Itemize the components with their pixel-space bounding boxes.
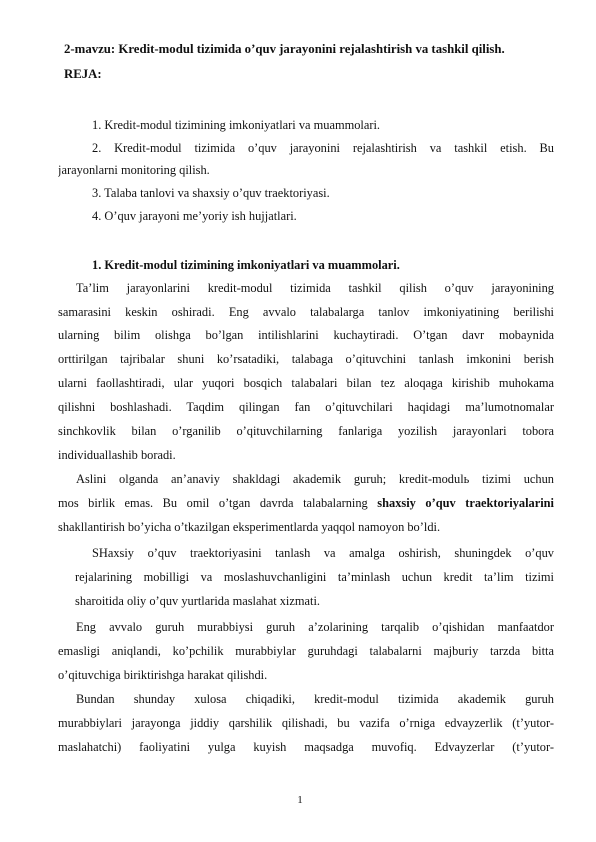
paragraph-line-mixed (58, 495, 554, 511)
paragraph-line: Aslini olganda an’anaviy shakldagi akademik guruh; kredit-modulь tizimi uchun (76, 472, 554, 486)
plan-item-2: 2. Kredit-modul tizimida o’quv jarayonini rejalashtirish va tashkil etish. Bu (92, 141, 554, 155)
paragraph-line: sharoitida oliy o’quv yurtlarida maslahat xizmati. (75, 594, 320, 608)
emphasis-text: shaxsiy o’quv traektoriyalarini (377, 496, 554, 510)
paragraph-line: Ta’lim jarayonlarini kredit-modul tizimida tashkil qilish o’quv jarayonining (76, 281, 554, 295)
paragraph-line: individuallashib boradi. (58, 448, 176, 462)
page-number: 1 (297, 794, 303, 806)
paragraph-line: orttirilgan tajribalar shuni ko’rsatadiki, talabaga o’qituvchini tanlash imkonini berish (58, 352, 554, 366)
paragraph-line: maslahatchi) faoliyatini yulga kuyish maqsadga muvofiq. Edvayzerlar (t’yutor- (58, 740, 554, 754)
paragraph-line: Bundan shunday xulosa chiqadiki, kredit-modul tizimida akademik guruh (76, 692, 554, 706)
paragraph-line: rejalarining mobilligi va moslashuvchanligini ta’minlash uchun kredit ta’lim tizimi (75, 570, 554, 584)
paragraph-line: o’qituvchiga biriktirishga harakat qilishdi. (58, 668, 268, 682)
paragraph-line: murabbiylari jarayonga jiddiy qarshilik qilishadi, bu vazifa o’rniga edvayzerlik (t’yutor- (58, 716, 554, 730)
section-heading: 1. Kredit-modul tizimining imkoniyatlari va muammolari. (92, 258, 400, 272)
plan-heading: REJA: (64, 67, 102, 81)
plan-item-4: 4. O’quv jarayoni me’yoriy ish hujjatlari. (92, 209, 297, 223)
paragraph-line: ularning bilim olishga bo’lgan intilishlarini kuchaytiradi. O’tgan davr mobaynida (58, 328, 554, 342)
plan-item-3: 3. Talaba tanlovi va shaxsiy o’quv traektoriyasi. (92, 186, 330, 200)
paragraph-text: mos birlik emas. Bu omil o’tgan davrda talabalarning (58, 496, 378, 510)
paragraph-line: ularni faollashtiradi, ular yuqori bosqich talabalari bilan tez aloqaga kirishib muhokama (58, 376, 554, 390)
paragraph-line: emasligi aniqlandi, ko’pchilik murabbiylar guruhdagi talabalarni majburiy tarzda bitta (58, 644, 554, 658)
plan-item-2-cont: jarayonlarni monitoring qilish. (58, 163, 210, 177)
document-title: 2-mavzu: Kredit-modul tizimida o’quv jarayonini rejalashtirish va tashkil qilish. (64, 42, 505, 56)
paragraph-line: samarasini keskin oshiradi. Eng avvalo talabalarga tanlov imkoniyatining berilishi (58, 305, 554, 319)
plan-item-1: 1. Kredit-modul tizimining imkoniyatlari va muammolari. (92, 118, 381, 132)
paragraph-line: Eng avvalo guruh murabbiysi guruh a’zolarining tarqalib o’qishidan manfaatdor (76, 620, 554, 634)
paragraph-line: shakllantirish bo’yicha o’tkazilgan eksperimentlarda yaqqol namoyon bo’ldi. (58, 520, 441, 534)
paragraph-line: SHaxsiy o’quv traektoriyasini tanlash va amalga oshirish, shuningdek o’quv (92, 546, 554, 560)
paragraph-line: sinchkovlik bilan o’rganilib o’qituvchilarning fanlariga yozilish jarayonlari tobora (58, 424, 554, 438)
paragraph-line: qilishni boshlashadi. Taqdim qilingan fan o’qituvchilari haqidagi ma’lumotnomalar (58, 400, 554, 414)
